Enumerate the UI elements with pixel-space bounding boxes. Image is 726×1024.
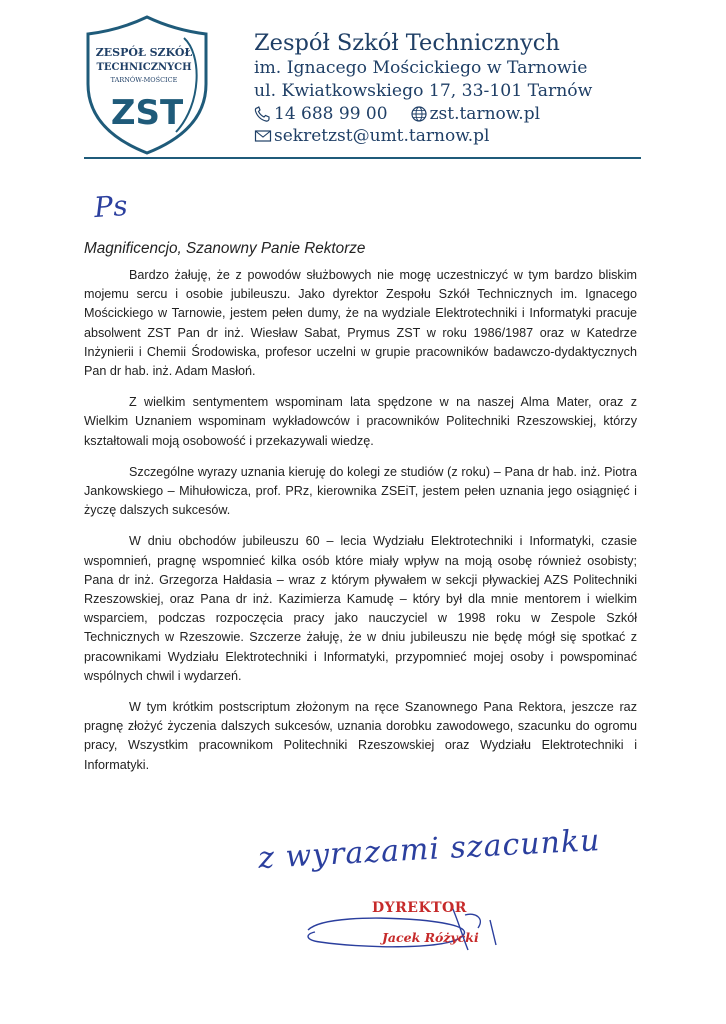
paragraph: W dniu obchodów jubileuszu 60 – lecia Wydziału Elektrotechniki i Informatyki, czasie wspomnień, pragnę wspomnieć kilka osób które miały wpływ na moją osobę również osobisty; Pana dr inż. Grzegorza Hałdasia – wraz z którym pływałem w sekcji pływackiej AZS Politechniki Rzeszowskiej, oraz Pana dr inż. Kazimierza Kamudę – który był dla mnie mentorem i wielkim wsparciem, podczas rozpoczęcia pracy jako nauczyciel w 1998 roku w Zespole Szkół Technicznych w Rzeszowie. Szczerze żałuję, że w dniu jubileuszu nie będę mógł się spotkać z pracownikami Wydziału Elektrotechniki i Informatyki, przypomnieć mojej osoby i powspominać wspólnych chwil i wydarzeń. [84, 534, 637, 683]
header-divider [84, 157, 641, 159]
shield-emblem-icon [84, 14, 210, 156]
letter-body [84, 266, 637, 787]
logo-monogram: ZST [110, 93, 184, 133]
salutation: Magnificencjo, Szanowny Panie Rektorze [84, 240, 366, 257]
logo-line-2: TECHNICZNYCH [96, 62, 192, 73]
logo-line-1: ZESPÓŁ SZKÓŁ [95, 46, 193, 59]
handwritten-closing: z wyrazami szacunku [257, 823, 602, 876]
phone-number: 14 688 99 00 [274, 104, 388, 124]
stamp-name: Jacek Różycki [382, 930, 479, 945]
school-patron: im. Ignacego Mościckiego w Tarnowie [254, 58, 588, 78]
email-row [254, 125, 592, 147]
envelope-icon [254, 128, 272, 144]
paragraph: Szczególne wyrazy uznania kieruję do kolegi ze studiów (z roku) – Pana dr hab. inż. Piotra Jankowskiego – Mihułowicza, prof. PRz, kierownika ZSEiT, jestem pełen uznania jego osiągnięć i życzę dalszych sukcesów. [84, 464, 637, 518]
logo-line-3: TARNÓW-MOŚCICE [110, 76, 178, 84]
paragraph: Z wielkim sentymentem wspominam lata spędzone w na naszej Alma Mater, oraz z Wielkim Uznaniem wspominam wykładowców i pracowników Politechniki Rzeszowskiej, którzy kształtowali moją osobowość i przekazywali wiedzę. [84, 395, 637, 448]
phone-icon [254, 106, 272, 122]
paragraph: Bardzo żałuję, że z powodów służbowych nie mogę uczestniczyć w tym bardzo bliskim mojemu sercu i osobie jubileuszu. Jako dyrektor Zespołu Szkół Technicznych im. Ignacego Mościckiego w Tarnowie, jestem pełen dumy, że na wydziale Elektrotechniki i Informatyki pracuje absolwent ZST Pan dr inż. Wiesław Sabat, Prymus ZST w roku 1986/1987 oraz w Katedrze Inżynierii i Chemii Środowiska, profesor uczelni w grupie pracowników badawczo-dydaktycznych Pan dr hab. inż. Adam Masłoń. [84, 268, 637, 379]
handwritten-ps: Ps [92, 188, 130, 225]
email-link[interactable]: sekretzst@umt.tarnow.pl [274, 126, 490, 146]
paragraph: W tym krótkim postscriptum złożonym na ręce Szanownego Pana Rektora, jeszcze raz pragnę złożyć życzenia dalszych sukcesów, uznania dorobku zawodowego, szacunku do ogromu pracy, Wszystkim pracownikom Politechniki Rzeszowskiej oraz Wydziału Elektrotechniki i Informatyki. [84, 700, 637, 772]
stamp-title: DYREKTOR [372, 900, 467, 916]
school-name: Zespół Szkół Technicznych [254, 30, 560, 56]
contact-row [254, 103, 592, 125]
website-link[interactable]: zst.tarnow.pl [429, 104, 541, 124]
school-address: ul. Kwiatkowskiego 17, 33-101 Tarnów [254, 81, 593, 101]
school-logo [84, 14, 210, 156]
letterhead [254, 30, 592, 147]
globe-icon [410, 106, 428, 122]
